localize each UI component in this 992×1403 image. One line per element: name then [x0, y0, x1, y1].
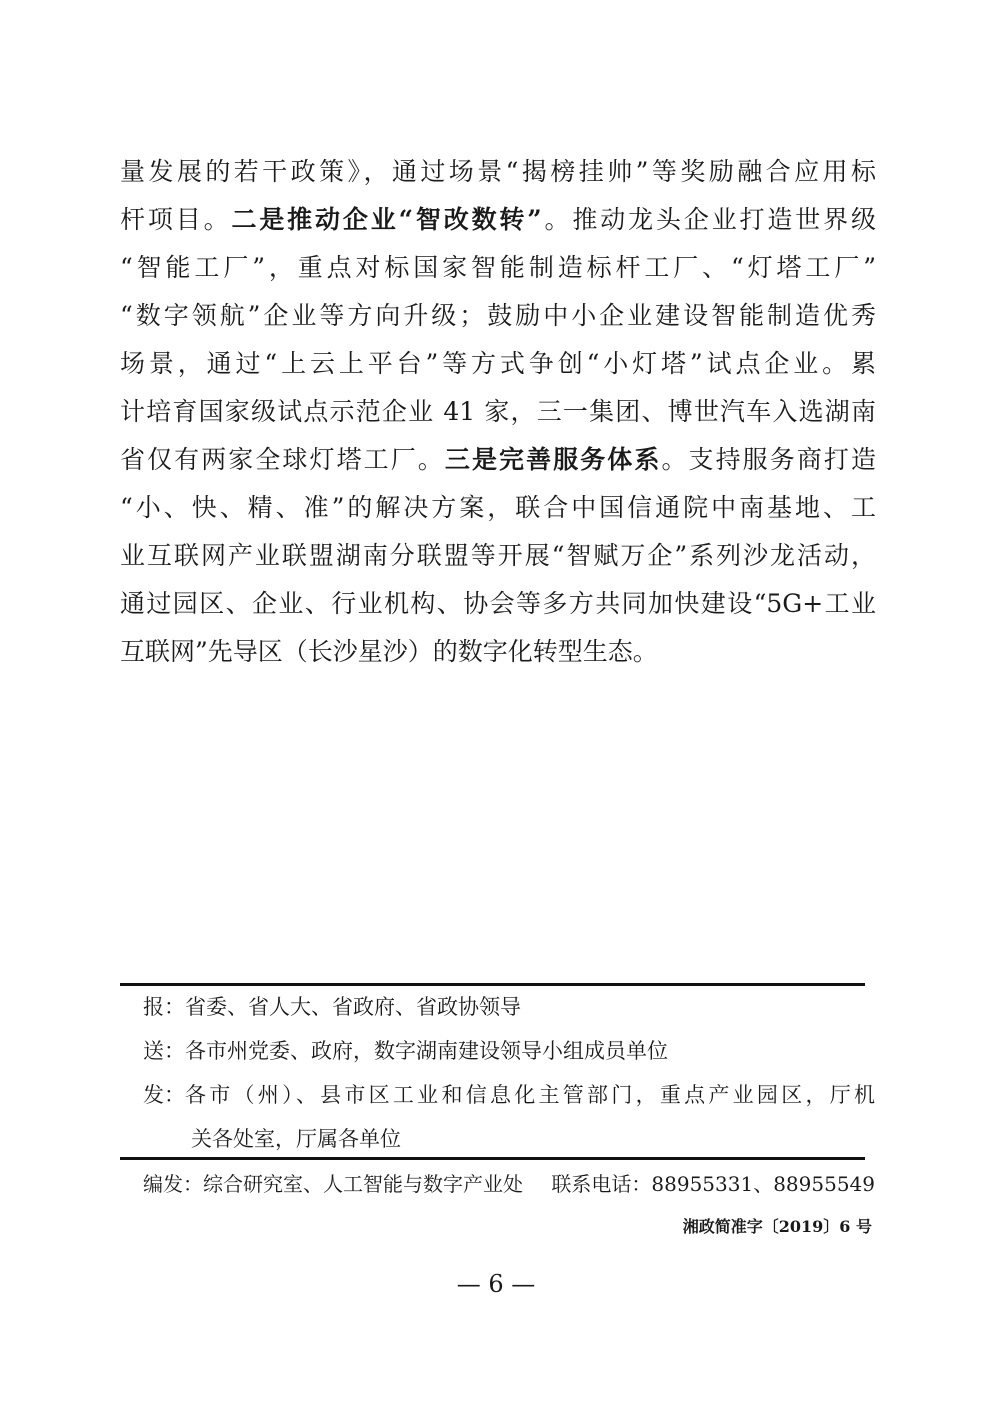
body-line [120, 292, 876, 340]
document-number: 湘政简准字〔2019〕6 号 [682, 1217, 872, 1236]
report-value: 省委、省人大、省政府、省政协领导 [185, 995, 521, 1019]
issue-continuation: 关各处室，厅属各单位 [191, 1127, 401, 1151]
send-row [143, 1029, 875, 1073]
body-text-span: 场景，通过“上云上平台”等方式争创“小灯塔”试点企业。累 [120, 349, 876, 378]
send-label: 送： [143, 1039, 185, 1063]
bottom-divider [120, 1157, 865, 1160]
body-text-span: 量发展的若干政策》，通过场景“揭榜挂帅”等奖励融合应用标 [120, 157, 876, 186]
body-line [120, 532, 876, 580]
bold-heading-text: 三是完善服务体系 [444, 445, 662, 474]
compiler: 编发：综合研究室、人工智能与数字产业处 [143, 1172, 523, 1196]
body-text-span: 。推动龙头企业打造世界级 [541, 205, 876, 234]
body-text-span: 通过园区、企业、行业机构、协会等多方共同加快建设“5G+工业 [120, 589, 876, 618]
page-number: — 6 — [456, 1270, 536, 1298]
body-line [120, 484, 876, 532]
bold-heading-text: 二是推动企业“智改数转” [231, 205, 542, 234]
report-label: 报： [143, 995, 185, 1019]
body-line [120, 388, 876, 436]
body-line [120, 340, 876, 388]
body-text-span: 。支持服务商打造 [661, 445, 876, 474]
send-value: 各市州党委、政府，数字湖南建设领导小组成员单位 [185, 1039, 668, 1063]
body-line [120, 628, 876, 676]
body-text-span: 杆项目。 [120, 205, 232, 234]
body-text-span: 省仅有两家全球灯塔工厂。 [120, 445, 445, 474]
body-text-span: “数字领航”企业等方向升级；鼓励中小企业建设智能制造优秀 [120, 301, 876, 330]
report-row [143, 985, 875, 1029]
body-text-span: 互联网”先导区（长沙星沙）的数字化转型生态。 [120, 637, 658, 666]
compiler-line [143, 1164, 875, 1204]
body-line [120, 148, 876, 196]
body-line [120, 244, 876, 292]
issue-label: 发： [143, 1083, 185, 1107]
body-text-span: “智能工厂”，重点对标国家智能制造标杆工厂、“灯塔工厂” [120, 253, 876, 282]
body-line [120, 580, 876, 628]
body-text [120, 148, 876, 676]
contact-phone: 联系电话：88955331、88955549 [551, 1172, 875, 1196]
issue-row [143, 1073, 875, 1117]
distribution-list [143, 985, 875, 1161]
body-line [120, 196, 876, 244]
body-text-span: 业互联网产业联盟湖南分联盟等开展“智赋万企”系列沙龙活动， [120, 541, 876, 570]
body-text-span: 计培育国家级试点示范企业 41 家，三一集团、博世汽车入选湖南 [120, 397, 876, 426]
issue-value: 各市（州）、县市区工业和信息化主管部门，重点产业园区，厅机 [185, 1083, 875, 1107]
body-text-span: “小、快、精、准”的解决方案，联合中国信通院中南基地、工 [120, 493, 876, 522]
body-line [120, 436, 876, 484]
